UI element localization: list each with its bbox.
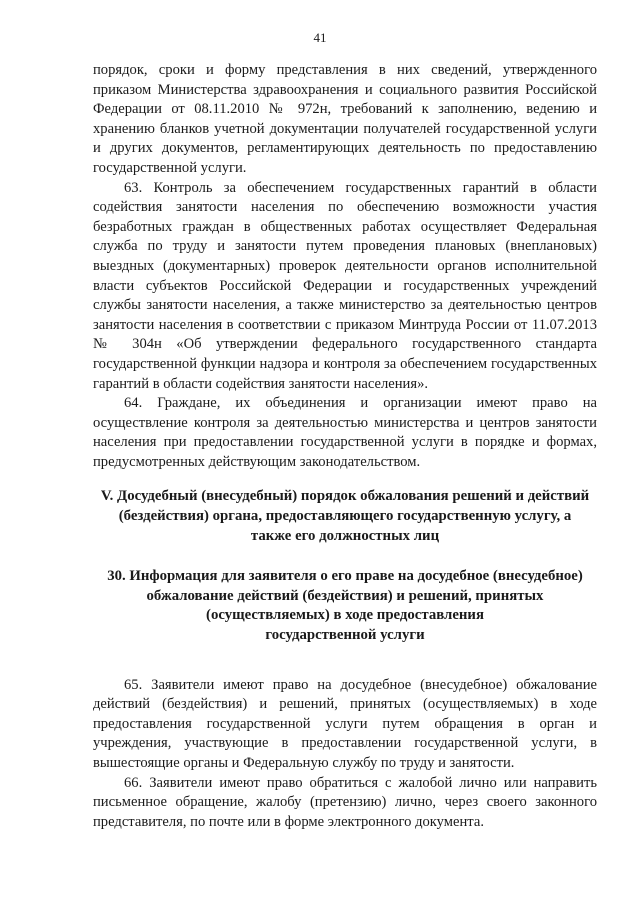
subsection-heading-line: государственной услуги: [265, 627, 425, 644]
paragraph-64: 64. Граждане, их объединения и организации имеют право на осуществление контроля за деятельностью министерства и центров занятости населения при предоставлении государственной услуги в порядке и формах, предусмотренных действующим законодательством.: [93, 395, 597, 470]
paragraph-continuation: порядок, сроки и форму представления в них сведений, утвержденного приказом Министерства здравоохранения и социального развития Российской Федерации от 08.11.2010 № 972н, требований к заполнению, ведению и хранению бланков учетной документации получателей государственной услуги и других документов, регламентирующих деятельность по предоставлению государственной услуги.: [93, 62, 597, 176]
subsection-heading: [93, 567, 597, 645]
section-heading-line: также его должностных лиц: [250, 527, 440, 544]
subsection-heading-line: обжалование действий (бездействия) и решений, принятых: [146, 587, 544, 604]
subsection-heading-line: 30. Информация для заявителя о его праве на досудебное (внесудебное): [107, 568, 583, 585]
paragraph-63: 63. Контроль за обеспечением государственных гарантий в области содействия занятости населения по обеспечению возможности участия безработных граждан в общественных работах осуществляет Федеральная служба по труду и занятости путем проведения плановых (внеплановых) выездных (документарных) проверок деятельности органов исполнительной власти субъектов Российской Федерации и государственных учреждений службы занятости населения, а также министерство за деятельностью центров занятости населения в соответствии с приказом Минтруда России от 11.07.2013 № 304н «Об утверждении федерального государственного стандарта государственной функции надзора и контроля за обеспечением государственных гарантий в области содействия занятости населения».: [93, 179, 597, 392]
section-heading-line: (бездействия) органа, предоставляющего государственную услугу, а: [118, 508, 572, 525]
document-body: [93, 61, 597, 832]
section-heading-line: V. Досудебный (внесудебный) порядок обжалования решений и действий: [100, 488, 590, 505]
subsection-heading-line: (осуществляемых) в ходе предоставления: [206, 607, 484, 624]
paragraph-66: 66. Заявители имеют право обратиться с жалобой лично или направить письменное обращение, жалобу (претензию) лично, через своего законного представителя, по почте или в форме электронного документа.: [93, 774, 597, 830]
paragraph-65: 65. Заявители имеют право на досудебное (внесудебное) обжалование действий (бездействия) и решений, принятых (осуществляемых) в ходе предоставления государственной услуги путем обращения в орган и учреждения, участвующие в предоставлении государственной услуги, в вышестоящие органы и Федеральную службу по труду и занятости.: [93, 676, 597, 771]
paragraph-group: [93, 676, 597, 833]
page-number: 41: [313, 30, 327, 45]
section-heading: [93, 487, 597, 546]
